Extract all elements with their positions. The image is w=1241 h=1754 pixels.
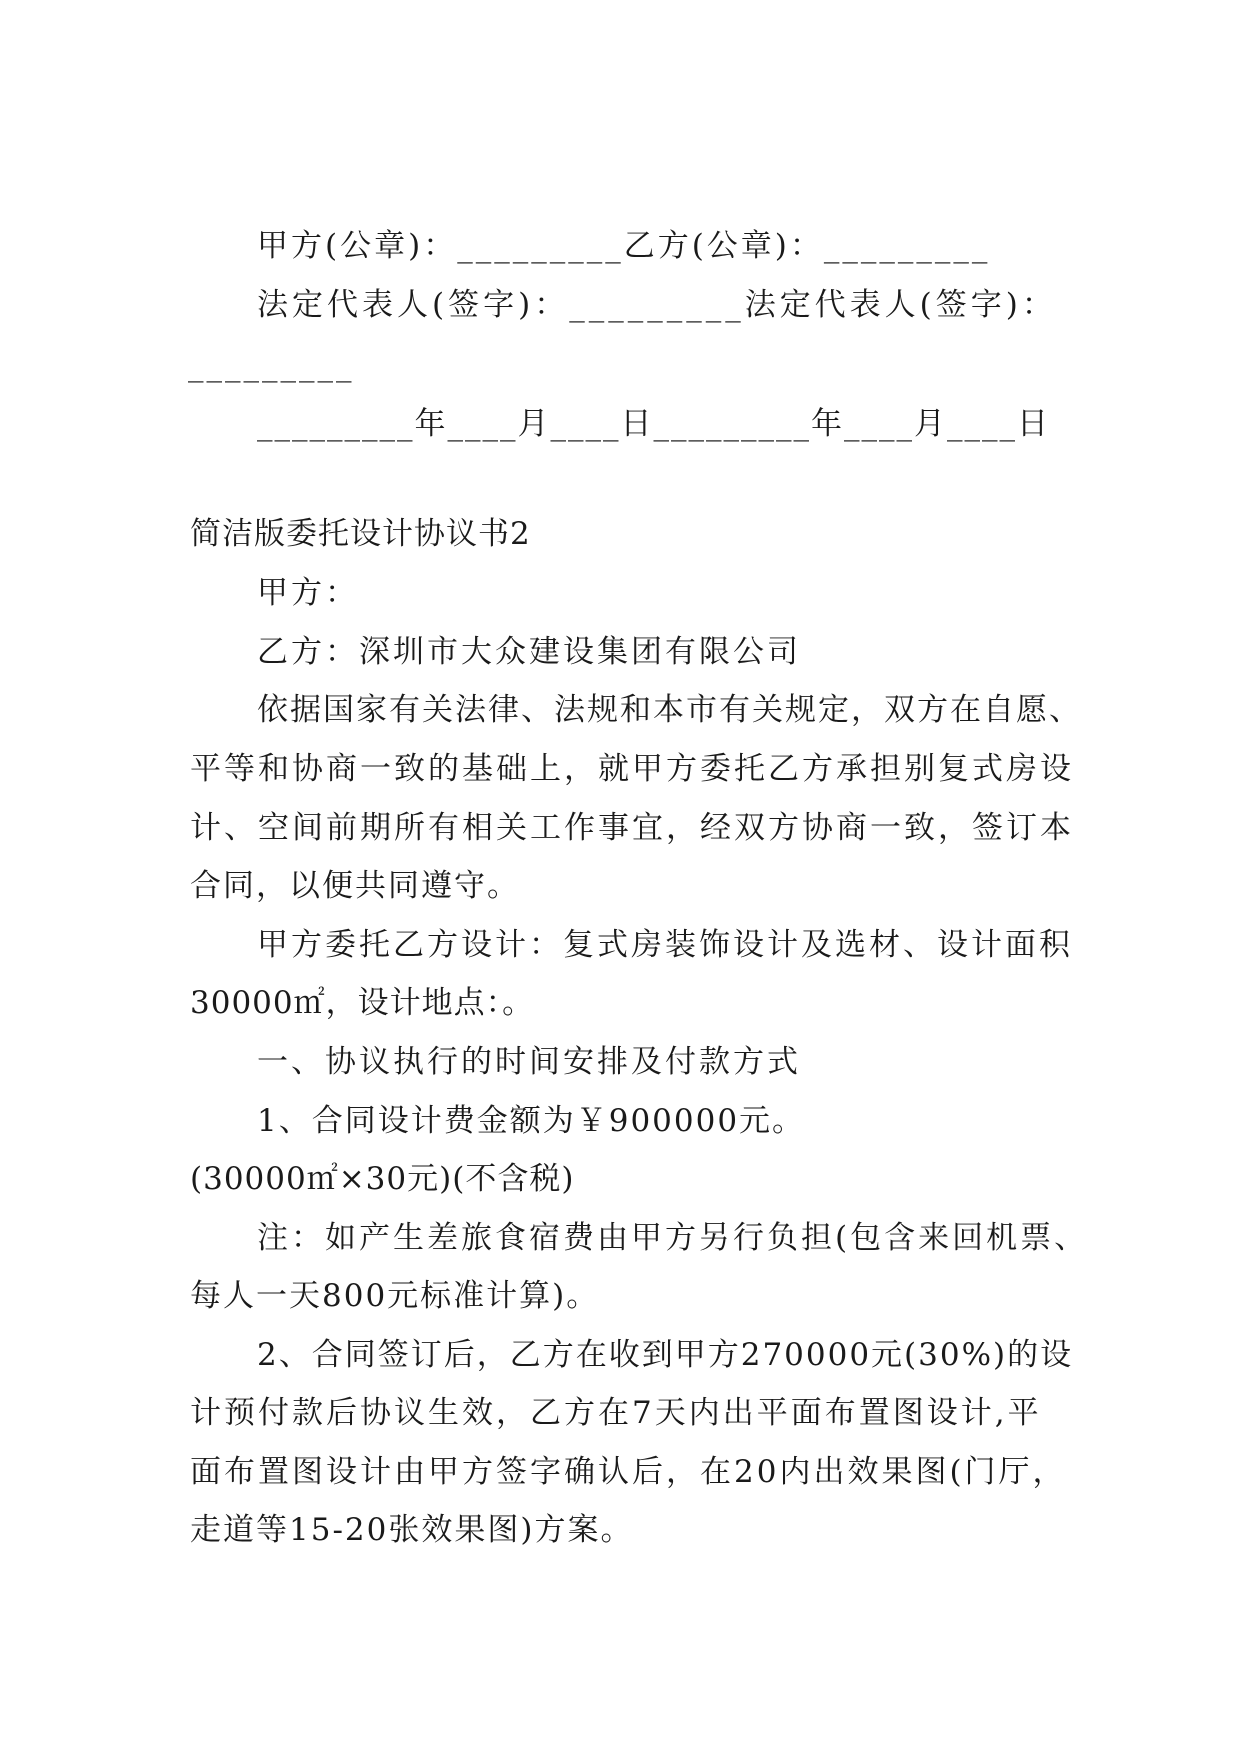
clause-1-fee: 1、合同设计费金额为￥900000元。	[257, 1103, 806, 1139]
paragraph-scope-line-1: 甲方委托乙方设计：复式房装饰设计及选材、设计面积	[257, 927, 1073, 963]
clause-1-fee-calc: (30000㎡×30元)(不含税)	[190, 1161, 575, 1197]
clause-heading-schedule: 一、协议执行的时间安排及付款方式	[257, 1044, 801, 1080]
signature-line-legal-rep: 法定代表人(签字)：_________法定代表人(签字)：	[257, 287, 1057, 323]
party-a-line: 甲方：	[257, 575, 359, 611]
paragraph-basis-line-1: 依据国家有关法律、法规和本市有关规定，双方在自愿、	[257, 692, 1082, 728]
party-b-line: 乙方：深圳市大众建设集团有限公司	[257, 634, 801, 670]
section-title: 简洁版委托设计协议书2	[190, 516, 531, 552]
date-line: _________年____月____日_________年____月____日	[257, 406, 1050, 442]
signature-line-party-seal: 甲方(公章)：_________乙方(公章)：_________	[257, 228, 991, 264]
paragraph-basis-line-3: 计、空间前期所有相关工作事宜，经双方协商一致，签订本	[190, 810, 1074, 846]
clause-2-line-1: 2、合同签订后，乙方在收到甲方270000元(30%)的设	[257, 1337, 1074, 1373]
clause-2-line-4: 走道等15-20张效果图)方案。	[190, 1512, 634, 1548]
paragraph-basis-line-2: 平等和协商一致的基础上，就甲方委托乙方承担别复式房设	[190, 751, 1074, 787]
note-line-2: 每人一天800元标准计算)。	[190, 1278, 600, 1314]
clause-2-line-3: 面布置图设计由甲方签字确认后，在20内出效果图(门厅，	[190, 1454, 1067, 1490]
note-line-1: 注：如产生差旅食宿费由甲方另行负担(包含来回机票、	[257, 1220, 1089, 1256]
signature-line-continuation: _________	[188, 347, 355, 383]
clause-2-line-2: 计预付款后协议生效，乙方在7天内出平面布置图设计,平	[190, 1395, 1042, 1431]
paragraph-basis-line-4: 合同，以便共同遵守。	[190, 868, 520, 904]
paragraph-scope-line-2: 30000㎡，设计地点：。	[190, 985, 535, 1021]
